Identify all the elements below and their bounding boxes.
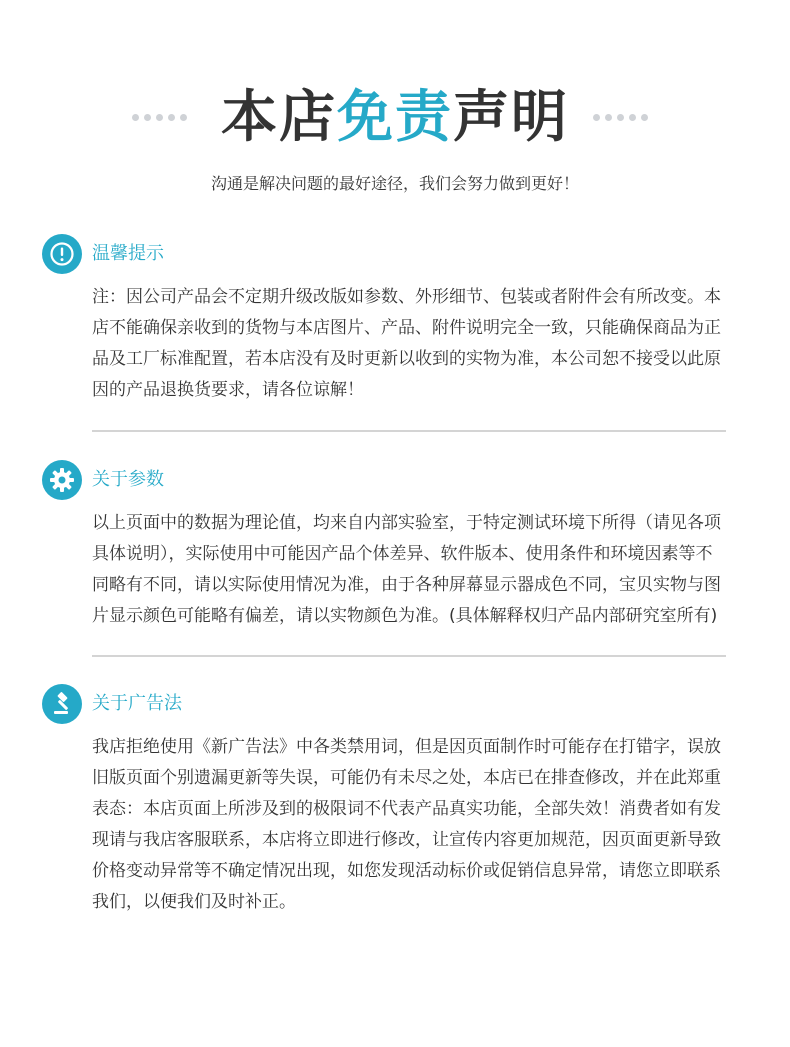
section-body-parameters: 以上页面中的数据为理论值，均来自内部实验室，于特定测试环境下所得（请见各项具体说明），实际使用中可能因产品个体差异、软件版本、使用条件和环境因素等不同略有不同，请以实际使用情况为准，由于各种屏幕显示器成色不同，宝贝实物与图片显示颜色可能略有偏差，请以实物颜色为准。(具体解释权归产品内部研究室所有) [92,513,721,626]
gavel-icon [42,684,82,724]
page-title [0,82,790,154]
title-part-2: 声明 [453,85,569,150]
section-heading-parameters: 关于参数 [92,469,164,490]
divider-1 [92,430,726,432]
title-part-1: 本店 [221,85,337,150]
page-subtitle: 沟通是解决问题的最好途径，我们会努力做到更好！ [210,174,579,193]
title-accent: 免责 [337,85,453,150]
exclamation-icon [42,234,82,274]
section-heading-tips: 温馨提示 [92,243,164,264]
section-body-tips: 注：因公司产品会不定期升级改版如参数、外形细节、包装或者附件会有所改变。本店不能确保亲收到的货物与本店图片、产品、附件说明完全一致，只能确保商品为正品及工厂标准配置，若本店没有及时更新以收到的实物为准，本公司恕不接受以此原因的产品退换货要求，请各位谅解！ [92,287,721,400]
gear-icon [42,460,82,500]
divider-2 [92,655,726,657]
decorative-dots-right [593,114,648,121]
page-header [0,82,790,162]
section-heading-advertising-law: 关于广告法 [92,693,182,714]
section-body-advertising-law: 我店拒绝使用《新广告法》中各类禁用词，但是因页面制作时可能存在打错字，误放旧版页面个别遗漏更新等失误，可能仍有未尽之处，本店已在排查修改，并在此郑重表态：本店页面上所涉及到的极限词不代表产品真实功能，全部失效！消费者如有发现请与我店客服联系，本店将立即进行修改，让宣传内容更加规范，因页面更新导致价格变动异常等不确定情况出现，如您发现活动标价或促销信息异常，请您立即联系我们，以便我们及时补正。 [92,737,721,912]
